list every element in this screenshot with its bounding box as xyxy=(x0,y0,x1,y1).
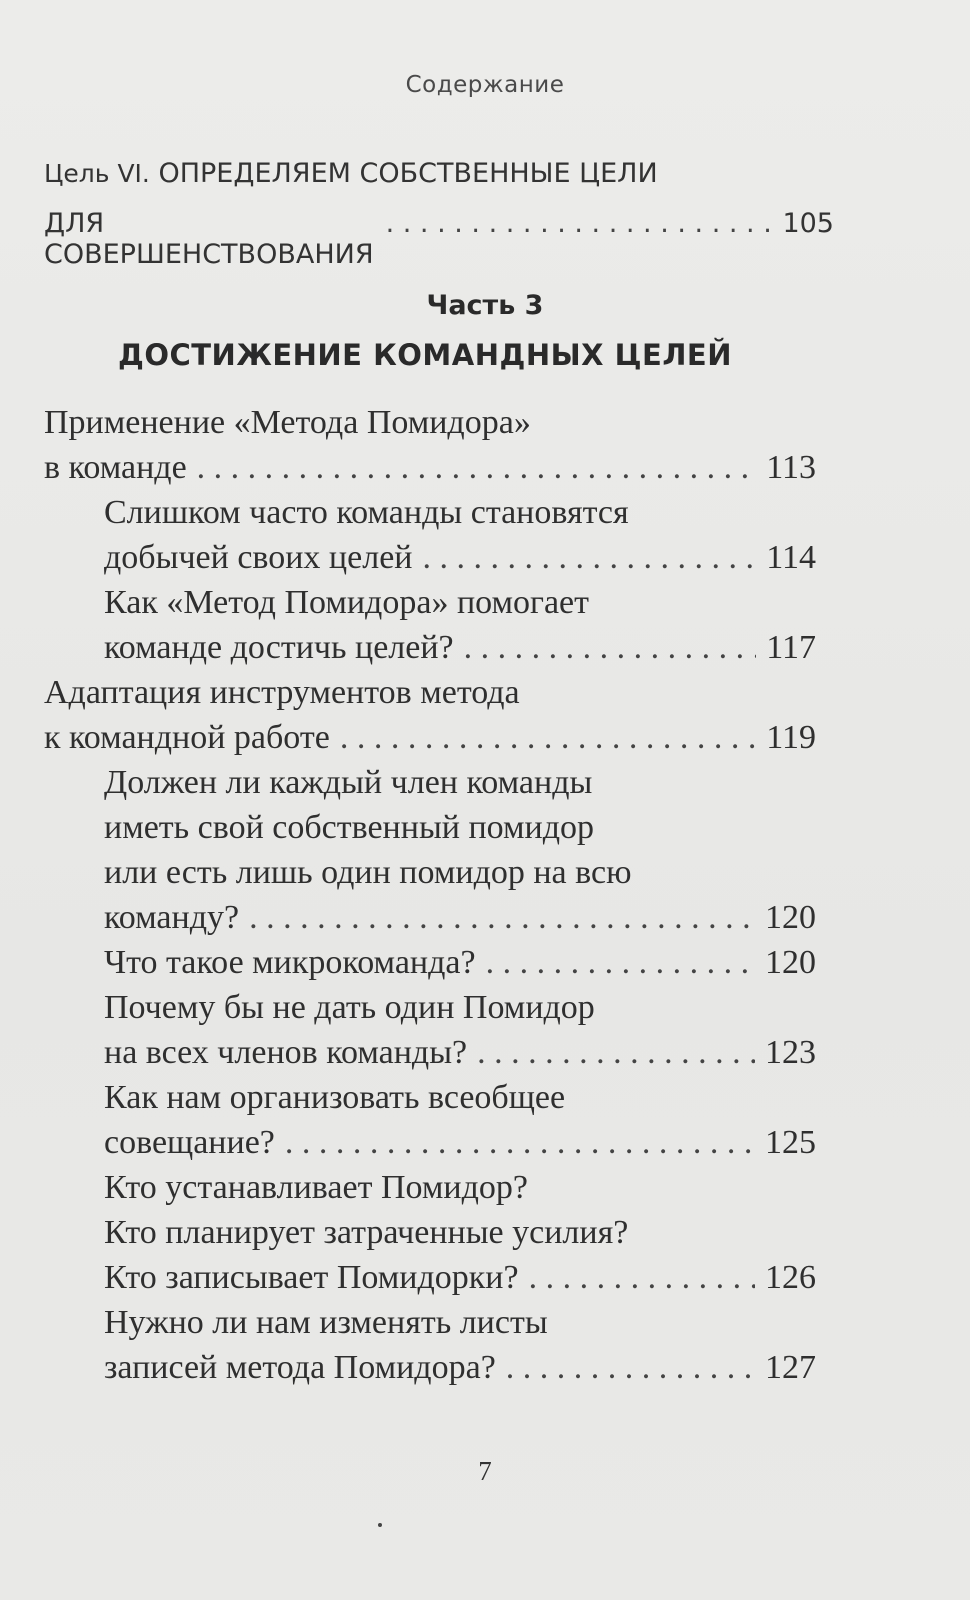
toc-entry-last-line xyxy=(44,715,816,760)
toc-entry-title-line: Кто устанавливает Помидор? xyxy=(104,1169,528,1206)
toc-entry-title-line: или есть лишь один помидор на всю xyxy=(104,854,632,891)
toc-entry-title-line: Кто записывает Помидорки? xyxy=(104,1259,519,1296)
page-number: 125 xyxy=(765,1124,816,1161)
toc-entry xyxy=(104,490,816,580)
goal-entry-lead: Цель VI. xyxy=(44,159,150,188)
toc-entry xyxy=(104,1300,816,1390)
dot-leader xyxy=(529,1255,755,1300)
dot-leader xyxy=(249,895,755,940)
toc-entry-last-line xyxy=(104,1030,816,1075)
dot-leader xyxy=(464,625,757,670)
toc-entry-last-line xyxy=(104,535,816,580)
page-number: 127 xyxy=(765,1349,816,1386)
toc-entry-last-line xyxy=(104,625,816,670)
page-number: 123 xyxy=(765,1034,816,1071)
dot-leader xyxy=(340,715,756,760)
toc-entry-title-line: добычей своих целей xyxy=(104,539,413,576)
toc-entry-title-line: к командной работе xyxy=(44,719,330,756)
toc-entry-last-line xyxy=(104,895,816,940)
page-number: 126 xyxy=(765,1259,816,1296)
toc-entry-title-line: Нужно ли нам изменять листы xyxy=(104,1304,548,1341)
toc-entry-title-line: Слишком часто команды становятся xyxy=(104,494,629,531)
toc-entry xyxy=(44,670,816,760)
toc-entry xyxy=(104,940,816,985)
toc-entry-last-line xyxy=(104,1255,816,1300)
dot-leader xyxy=(486,940,755,985)
page-number: 105 xyxy=(782,208,834,239)
goal-entry-line2 xyxy=(44,208,834,270)
page-number: 120 xyxy=(765,944,816,981)
toc-entry-title-line: Адаптация инструментов метода xyxy=(44,674,520,711)
part-title: ДОСТИЖЕНИЕ КОМАНДНЫХ ЦЕЛЕЙ xyxy=(118,338,732,372)
toc-entry xyxy=(104,760,816,940)
toc-entry xyxy=(104,1075,816,1165)
toc-entry-last-line xyxy=(44,445,816,490)
toc-entry-title-line: записей метода Помидора? xyxy=(104,1349,496,1386)
toc-entry-last-line xyxy=(104,1120,816,1165)
toc-entry-last-line xyxy=(104,1345,816,1390)
toc-entry-last-line xyxy=(104,940,816,985)
page-number: 114 xyxy=(766,539,816,576)
dot-leader xyxy=(285,1120,755,1165)
dot-leader xyxy=(477,1030,755,1075)
page-number: 119 xyxy=(766,719,816,756)
page-number: 117 xyxy=(766,629,816,666)
dot-leader xyxy=(197,445,757,490)
goal-entry-title-part2: ДЛЯ СОВЕРШЕНСТВОВАНИЯ xyxy=(44,208,374,270)
toc-entry-title-line: на всех членов команды? xyxy=(104,1034,468,1071)
page-folio: 7 xyxy=(478,1456,492,1486)
toc-entry xyxy=(104,580,816,670)
toc-entry-title-line: Как нам организовать всеобщее xyxy=(104,1079,566,1116)
print-speck xyxy=(378,1523,382,1527)
part-label: Часть 3 xyxy=(426,290,544,321)
toc-entry-title-line: команде достичь целей? xyxy=(104,629,454,666)
toc-entry xyxy=(104,1165,816,1300)
dot-leader xyxy=(506,1345,755,1390)
page-number: 120 xyxy=(765,899,816,936)
toc-entry-title-line: Что такое микрокоманда? xyxy=(104,944,476,981)
toc-entry-title-line: Должен ли каждый член команды xyxy=(104,764,593,801)
toc-entry xyxy=(104,985,816,1075)
dot-leader xyxy=(422,535,756,580)
toc-entry-title-line: Почему бы не дать один Помидор xyxy=(104,989,595,1026)
toc-entry-title-line: Применение «Метода Помидора» xyxy=(44,404,531,441)
page-number: 113 xyxy=(766,449,816,486)
goal-entry-title-part1: ОПРЕДЕЛЯЕМ СОБСТВЕННЫЕ ЦЕЛИ xyxy=(149,158,658,189)
dot-leader xyxy=(386,208,771,239)
toc-entry-title-line: Как «Метод Помидора» помогает xyxy=(104,584,589,621)
toc-entry-title-line: совещание? xyxy=(104,1124,275,1161)
toc-entry-title-line: иметь свой собственный помидор xyxy=(104,809,595,846)
toc-entry xyxy=(44,400,816,490)
toc-entry-title-line: команду? xyxy=(104,899,240,936)
goal-entry-line1 xyxy=(44,158,658,189)
toc-entry-title-line: Кто планирует затраченные усилия? xyxy=(104,1214,629,1251)
toc-entry-title-line: в команде xyxy=(44,449,187,486)
running-head: Содержание xyxy=(405,72,565,98)
